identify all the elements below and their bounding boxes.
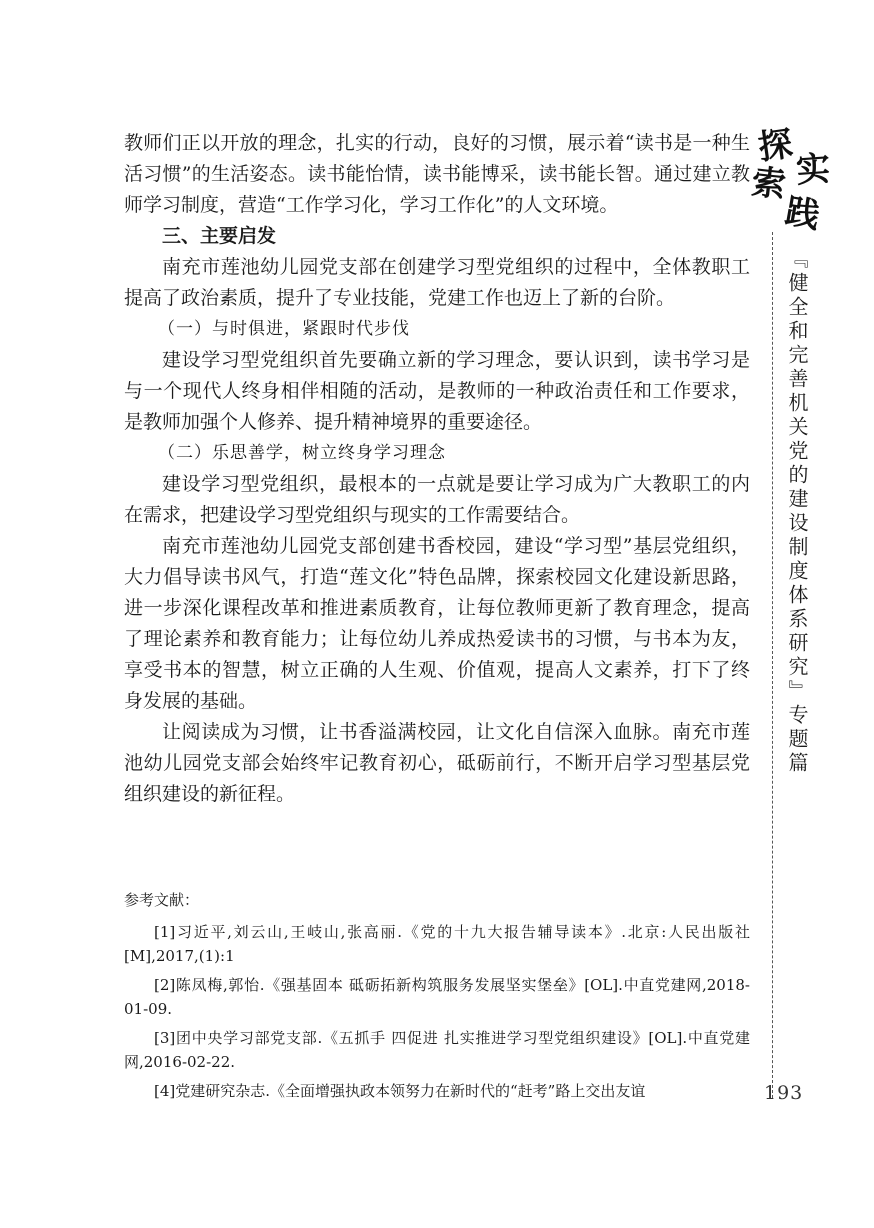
- logo-char: 践: [782, 191, 823, 237]
- page-number: 193: [764, 1082, 804, 1104]
- reference-item: [1]习近平,刘云山,王岐山,张高丽.《党的十九大报告辅导读本》.北京:人民出版社[M],2017,(1):1: [124, 923, 750, 965]
- references: [124, 888, 750, 1108]
- logo-char: 实: [794, 148, 832, 192]
- section-logo: [749, 112, 842, 237]
- references-title: 参考文献：: [124, 891, 200, 909]
- paragraph: 教师们正以开放的理念，扎实的行动，良好的习惯，展示着“读书是一种生活习惯”的生活姿态。读书能怡情，读书能博采，读书能长智。通过建立教师学习制度，营造“工作学习化，学习工作化”的人文环境。: [124, 132, 750, 216]
- paragraph: 南充市莲池幼儿园党支部在创建学习型党组织的过程中，全体教职工提高了政治素质，提升了专业技能，党建工作也迈上了新的台阶。: [124, 256, 750, 309]
- paragraph: 建设学习型党组织，最根本的一点就是要让学习成为广大教职工的内在需求，把建设学习型党组织与现实的工作需要结合。: [124, 473, 750, 526]
- dashed-divider: [772, 232, 773, 1098]
- subsection-heading: （二）乐思善学，树立终身学习理念: [158, 443, 446, 463]
- paragraph: 让阅读成为习惯，让书香溢满校园，让文化自信深入血脉。南充市莲池幼儿园党支部会始终牢记教育初心，砥砺前行，不断开启学习型基层党组织建设的新征程。: [124, 721, 750, 805]
- reference-item: [3]团中央学习部党支部.《五抓手 四促进 扎实推进学习型党组织建设》[OL].中直党建网,2016-02-22.: [124, 1029, 750, 1071]
- logo-char: 探: [755, 123, 796, 169]
- paragraph: 南充市莲池幼儿园党支部创建书香校园，建设“学习型”基层党组织，大力倡导读书风气，打造“莲文化”特色品牌，探索校园文化建设新思路，进一步深化课程改革和推进素质教育，让每位教师更新了教育理念，提高了理论素养和教育能力；让每位幼儿养成热爱读书的习惯，与书本为友，享受书本的智慧，树立正确的人生观、价值观，提高人文素养，打下了终身发展的基础。: [124, 535, 750, 712]
- body-text: [124, 128, 750, 810]
- logo-char: 索: [749, 162, 788, 206]
- paragraph: 建设学习型党组织首先要确立新的学习理念，要认识到，读书学习是与一个现代人终身相伴相随的活动，是教师的一种政治责任和工作要求，是教师加强个人修养、提升精神境界的重要途径。: [124, 349, 750, 433]
- vertical-section-title: 『健全和完善机关党的建设制度体系研究』专题篇: [785, 248, 809, 776]
- reference-item: [2]陈凤梅,郭怡.《强基固本 砥砺拓新构筑服务发展坚实堡垒》[OL].中直党建网,2018-01-09.: [124, 976, 750, 1018]
- subsection-heading: （一）与时俱进，紧跟时代步伐: [158, 319, 410, 339]
- reference-item: [4]党建研究杂志.《全面增强执政本领努力在新时代的“赶考”路上交出友谊: [154, 1082, 646, 1100]
- section-heading: 三、主要启发: [162, 225, 277, 247]
